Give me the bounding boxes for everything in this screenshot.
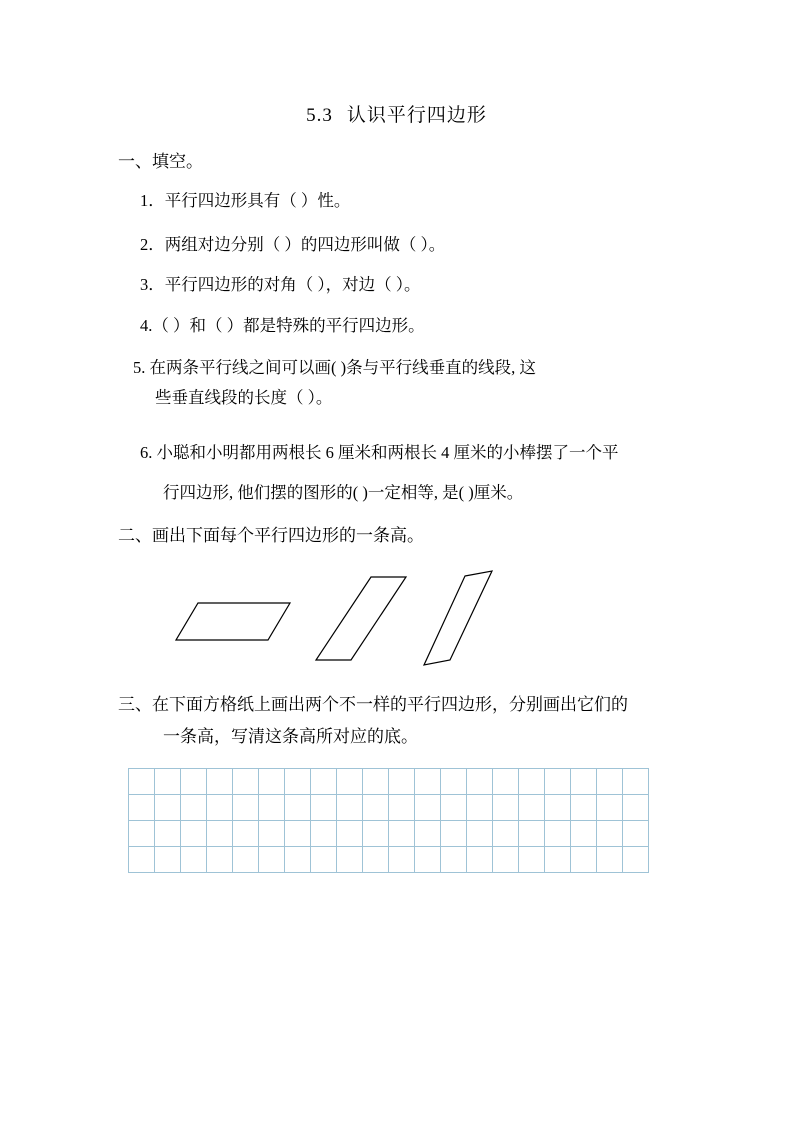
graph-paper-cell: [597, 821, 623, 847]
graph-paper-cell: [389, 795, 415, 821]
graph-paper-cell: [571, 795, 597, 821]
graph-paper-cell: [519, 769, 545, 795]
graph-paper-cell: [207, 847, 233, 873]
graph-paper-cell: [181, 795, 207, 821]
graph-paper-cell: [285, 847, 311, 873]
graph-paper-cell: [597, 795, 623, 821]
graph-paper-cell: [415, 769, 441, 795]
graph-paper-cell: [129, 769, 155, 795]
graph-paper-cell: [441, 821, 467, 847]
graph-paper-cell: [155, 795, 181, 821]
rhombus-shape: [424, 571, 492, 665]
page-title-text: 认识平行四边形: [346, 105, 487, 126]
graph-paper-cell: [233, 795, 259, 821]
graph-paper-cell: [597, 847, 623, 873]
graph-paper-row: [129, 821, 649, 847]
graph-paper-cell: [519, 847, 545, 873]
parallelogram-flat-shape: [176, 603, 290, 640]
graph-paper-cell: [129, 821, 155, 847]
graph-paper-cell: [285, 795, 311, 821]
graph-paper-cell: [363, 769, 389, 795]
graph-paper-table: [128, 768, 649, 873]
graph-paper-cell: [233, 821, 259, 847]
graph-paper-cell: [311, 821, 337, 847]
question-1: 1．平行四边形具有（ ）性。: [140, 191, 351, 210]
page-title-number: 5.3: [306, 105, 333, 126]
graph-paper-cell: [285, 769, 311, 795]
graph-paper-cell: [155, 847, 181, 873]
graph-paper-cell: [181, 821, 207, 847]
figures-svg: [118, 548, 678, 673]
graph-paper-cell: [129, 847, 155, 873]
graph-paper-cell: [181, 769, 207, 795]
graph-paper-cell: [545, 821, 571, 847]
graph-paper-cell: [493, 795, 519, 821]
graph-paper-cell: [441, 847, 467, 873]
section-heading-2: 二、画出下面每个平行四边形的一条高。: [118, 526, 424, 545]
graph-paper-cell: [623, 847, 649, 873]
graph-paper-cell: [155, 769, 181, 795]
graph-paper-cell: [207, 769, 233, 795]
graph-paper-cell: [571, 847, 597, 873]
graph-paper-cell: [519, 821, 545, 847]
page-title: [0, 100, 793, 127]
parallelogram-slanted-shape: [316, 577, 406, 660]
figures-row: [118, 548, 678, 673]
graph-paper-cell: [597, 769, 623, 795]
graph-paper-cell: [623, 795, 649, 821]
graph-paper-cell: [415, 821, 441, 847]
question-5-line1: 5. 在两条平行线之间可以画( )条与平行线垂直的线段, 这: [133, 358, 536, 377]
graph-paper-cell: [493, 769, 519, 795]
graph-paper-cell: [155, 821, 181, 847]
graph-paper-cell: [545, 769, 571, 795]
graph-paper-cell: [259, 769, 285, 795]
graph-paper-cell: [441, 769, 467, 795]
graph-paper-cell: [207, 821, 233, 847]
graph-paper-cell: [337, 847, 363, 873]
graph-paper-cell: [623, 769, 649, 795]
graph-paper-cell: [571, 769, 597, 795]
graph-paper-cell: [233, 847, 259, 873]
graph-paper-cell: [311, 795, 337, 821]
graph-paper-cell: [571, 821, 597, 847]
graph-paper-cell: [493, 821, 519, 847]
graph-paper-row: [129, 769, 649, 795]
graph-paper-cell: [311, 769, 337, 795]
graph-paper: [128, 768, 649, 873]
graph-paper-cell: [545, 847, 571, 873]
graph-paper-cell: [467, 847, 493, 873]
graph-paper-cell: [415, 795, 441, 821]
question-2: 2．两组对边分别（ ）的四边形叫做（ ）。: [140, 235, 446, 254]
graph-paper-cell: [363, 795, 389, 821]
graph-paper-cell: [285, 821, 311, 847]
graph-paper-cell: [493, 847, 519, 873]
graph-paper-cell: [337, 795, 363, 821]
graph-paper-cell: [467, 795, 493, 821]
graph-paper-cell: [519, 795, 545, 821]
question-3: 3．平行四边形的对角（ ），对边（ ）。: [140, 275, 421, 294]
graph-paper-cell: [337, 821, 363, 847]
graph-paper-cell: [389, 769, 415, 795]
graph-paper-cell: [623, 821, 649, 847]
graph-paper-cell: [415, 847, 441, 873]
graph-paper-cell: [363, 847, 389, 873]
graph-paper-cell: [259, 821, 285, 847]
graph-paper-cell: [207, 795, 233, 821]
graph-paper-cell: [311, 847, 337, 873]
section-heading-3: 三、在下面方格纸上画出两个不一样的平行四边形，分别画出它们的: [118, 695, 628, 714]
graph-paper-row: [129, 847, 649, 873]
graph-paper-cell: [467, 769, 493, 795]
graph-paper-cell: [389, 847, 415, 873]
question-5-line2: 些垂直线段的长度（ ）。: [155, 388, 333, 407]
graph-paper-cell: [259, 847, 285, 873]
question-4: 4.（ ）和（ ）都是特殊的平行四边形。: [140, 316, 425, 335]
graph-paper-row: [129, 795, 649, 821]
section-heading-3-line2: 一条高，写清这条高所对应的底。: [163, 727, 418, 746]
question-6-line2: 行四边形, 他们摆的图形的( )一定相等, 是( )厘米。: [163, 483, 524, 502]
graph-paper-cell: [181, 847, 207, 873]
graph-paper-cell: [129, 795, 155, 821]
section-heading-1: 一、填空。: [118, 152, 203, 171]
graph-paper-cell: [467, 821, 493, 847]
graph-paper-cell: [233, 769, 259, 795]
graph-paper-cell: [389, 821, 415, 847]
graph-paper-cell: [259, 795, 285, 821]
graph-paper-cell: [545, 795, 571, 821]
graph-paper-cell: [441, 795, 467, 821]
graph-paper-cell: [363, 821, 389, 847]
question-6-line1: 6. 小聪和小明都用两根长 6 厘米和两根长 4 厘米的小棒摆了一个平: [140, 443, 619, 462]
graph-paper-cell: [337, 769, 363, 795]
